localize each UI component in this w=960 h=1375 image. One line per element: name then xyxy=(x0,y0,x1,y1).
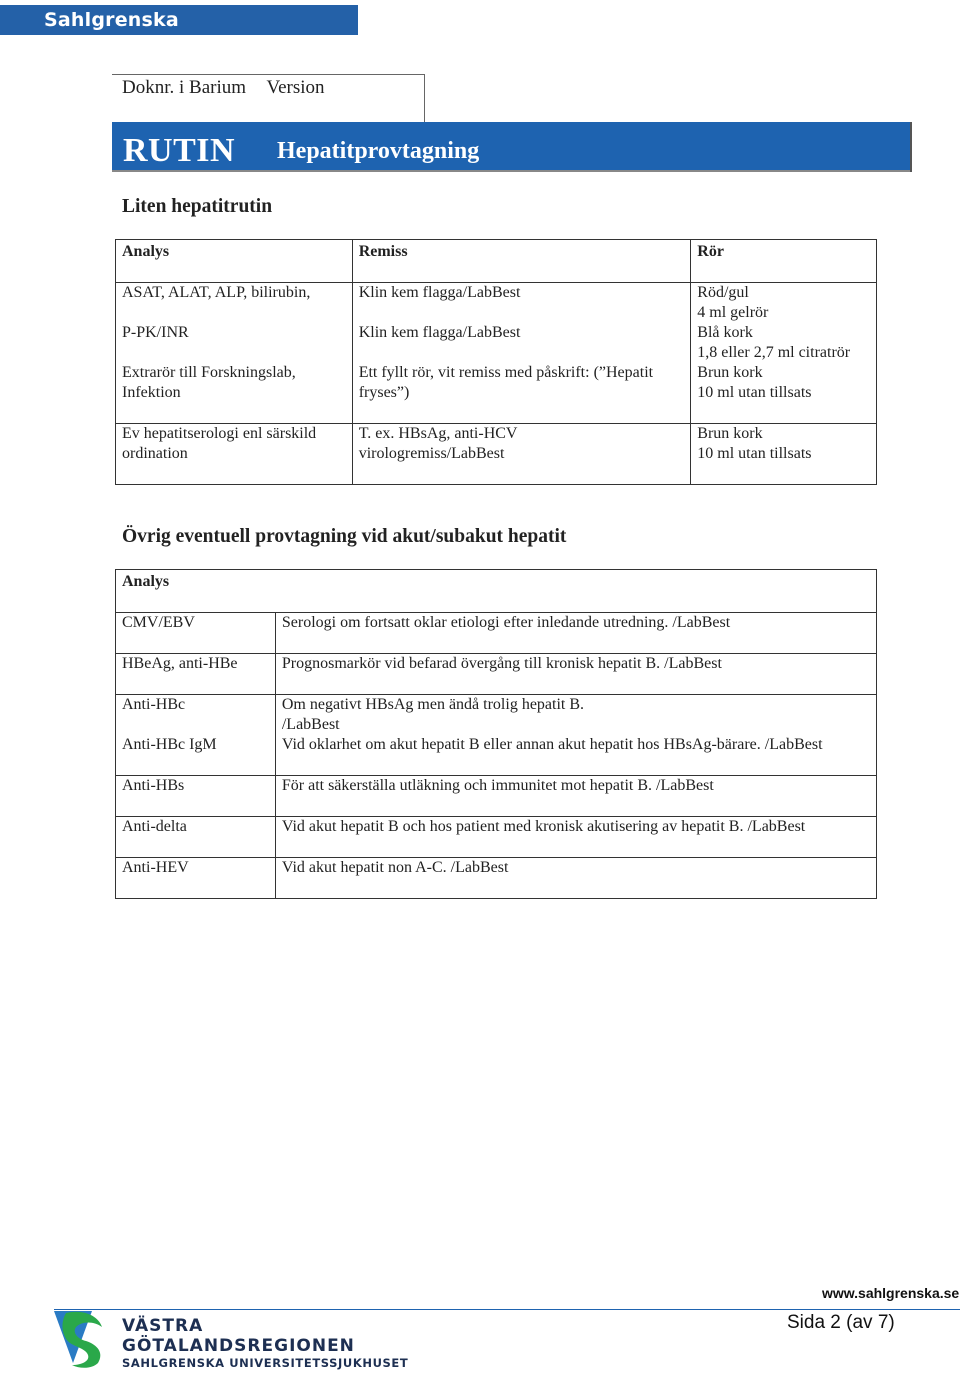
cell-remiss: Klin kem flagga/LabBest xyxy=(352,283,691,324)
table-row xyxy=(116,858,877,899)
doc-version-label: Version xyxy=(266,77,325,98)
table-row xyxy=(116,424,877,485)
cell-description: Prognosmarkör vid befarad övergång till kronisk hepatit B. /LabBest xyxy=(275,654,876,695)
column-header-remiss: Remiss xyxy=(352,240,691,283)
cell-analys: P-PK/INR xyxy=(116,323,353,363)
cell-analys: Ev hepatitserologi enl särskild ordination xyxy=(116,424,353,485)
cell-analys: Anti-delta xyxy=(116,817,276,858)
cell-analys: Anti-HEV xyxy=(116,858,276,899)
cell-analys: Extrarör till Forskningslab, Infektion xyxy=(116,363,353,424)
logo-text-sahlgrenska: SAHLGRENSKA UNIVERSITETSSJUKHUSET xyxy=(122,1356,409,1370)
cell-analys: Anti-HBs xyxy=(116,776,276,817)
cell-analys: CMV/EBV xyxy=(116,613,276,654)
header-edge xyxy=(910,122,912,172)
footer-url[interactable]: www.sahlgrenska.se xyxy=(822,1285,960,1301)
cell-remiss: T. ex. HBsAg, anti-HCV virologremiss/LabBest xyxy=(352,424,691,485)
footer-divider xyxy=(54,1309,960,1310)
cell-ror: Brun kork 10 ml utan tillsats xyxy=(691,424,877,485)
table-header-row xyxy=(116,570,877,613)
table-row xyxy=(116,283,877,324)
page-title: Hepatitprovtagning xyxy=(277,138,480,164)
table-row xyxy=(116,695,877,736)
table-row xyxy=(116,735,877,776)
logo-text-vastra: VÄSTRA xyxy=(122,1316,204,1336)
cell-ror: Blå kork 1,8 eller 2,7 ml citratrör xyxy=(691,323,877,363)
vgr-logo-icon xyxy=(52,1305,118,1371)
cell-description: Serologi om fortsatt oklar etiologi efter inledande utredning. /LabBest xyxy=(275,613,876,654)
cell-analys: ASAT, ALAT, ALP, bilirubin, xyxy=(116,283,353,324)
page-number: Sida 2 (av 7) xyxy=(787,1312,895,1333)
cell-analys: HBeAg, anti-HBe xyxy=(116,654,276,695)
cell-remiss: Klin kem flagga/LabBest xyxy=(352,323,691,363)
top-banner xyxy=(0,5,358,61)
cell-description: Vid akut hepatit B och hos patient med kronisk akutisering av hepatit B. /LabBest xyxy=(275,817,876,858)
cell-ror: Röd/gul 4 ml gelrör xyxy=(691,283,877,324)
table-row xyxy=(116,613,877,654)
cell-analys: Anti-HBc xyxy=(116,695,276,736)
column-header-analys: Analys xyxy=(116,240,353,283)
rutin-label: RUTIN xyxy=(123,132,236,169)
table-row xyxy=(116,776,877,817)
document-info-box xyxy=(112,74,425,122)
table-row xyxy=(116,817,877,858)
column-header-ror: Rör xyxy=(691,240,877,283)
cell-analys: Anti-HBc IgM xyxy=(116,735,276,776)
table-row xyxy=(116,654,877,695)
doc-number-label: Doknr. i Barium xyxy=(122,77,247,98)
table-row xyxy=(116,363,877,424)
column-header-analys: Analys xyxy=(116,570,877,613)
cell-description: Vid akut hepatit non A-C. /LabBest xyxy=(275,858,876,899)
ovrig-provtagning-table xyxy=(115,569,877,899)
table-row xyxy=(116,323,877,363)
section-heading-liten-hepatitrutin: Liten hepatitrutin xyxy=(122,196,273,217)
liten-hepatitrutin-table xyxy=(115,239,877,485)
cell-description: Vid oklarhet om akut hepatit B eller annan akut hepatit hos HBsAg-bärare. /LabBest xyxy=(275,735,876,776)
header-divider xyxy=(112,170,910,172)
cell-remiss: Ett fyllt rör, vit remiss med påskrift: (”Hepatit fryses”) xyxy=(352,363,691,424)
logo-text-gotalandsregionen: GÖTALANDSREGIONEN xyxy=(122,1336,355,1356)
cell-description: Om negativt HBsAg men ändå trolig hepatit B. /LabBest xyxy=(275,695,876,736)
section-heading-ovrig-provtagning: Övrig eventuell provtagning vid akut/subakut hepatit xyxy=(122,526,567,547)
cell-description: För att säkerställa utläkning och immunitet mot hepatit B. /LabBest xyxy=(275,776,876,817)
banner-title: Sahlgrenska Universitetssjukhuset xyxy=(44,9,283,61)
cell-ror: Brun kork 10 ml utan tillsats xyxy=(691,363,877,424)
table-header-row xyxy=(116,240,877,283)
